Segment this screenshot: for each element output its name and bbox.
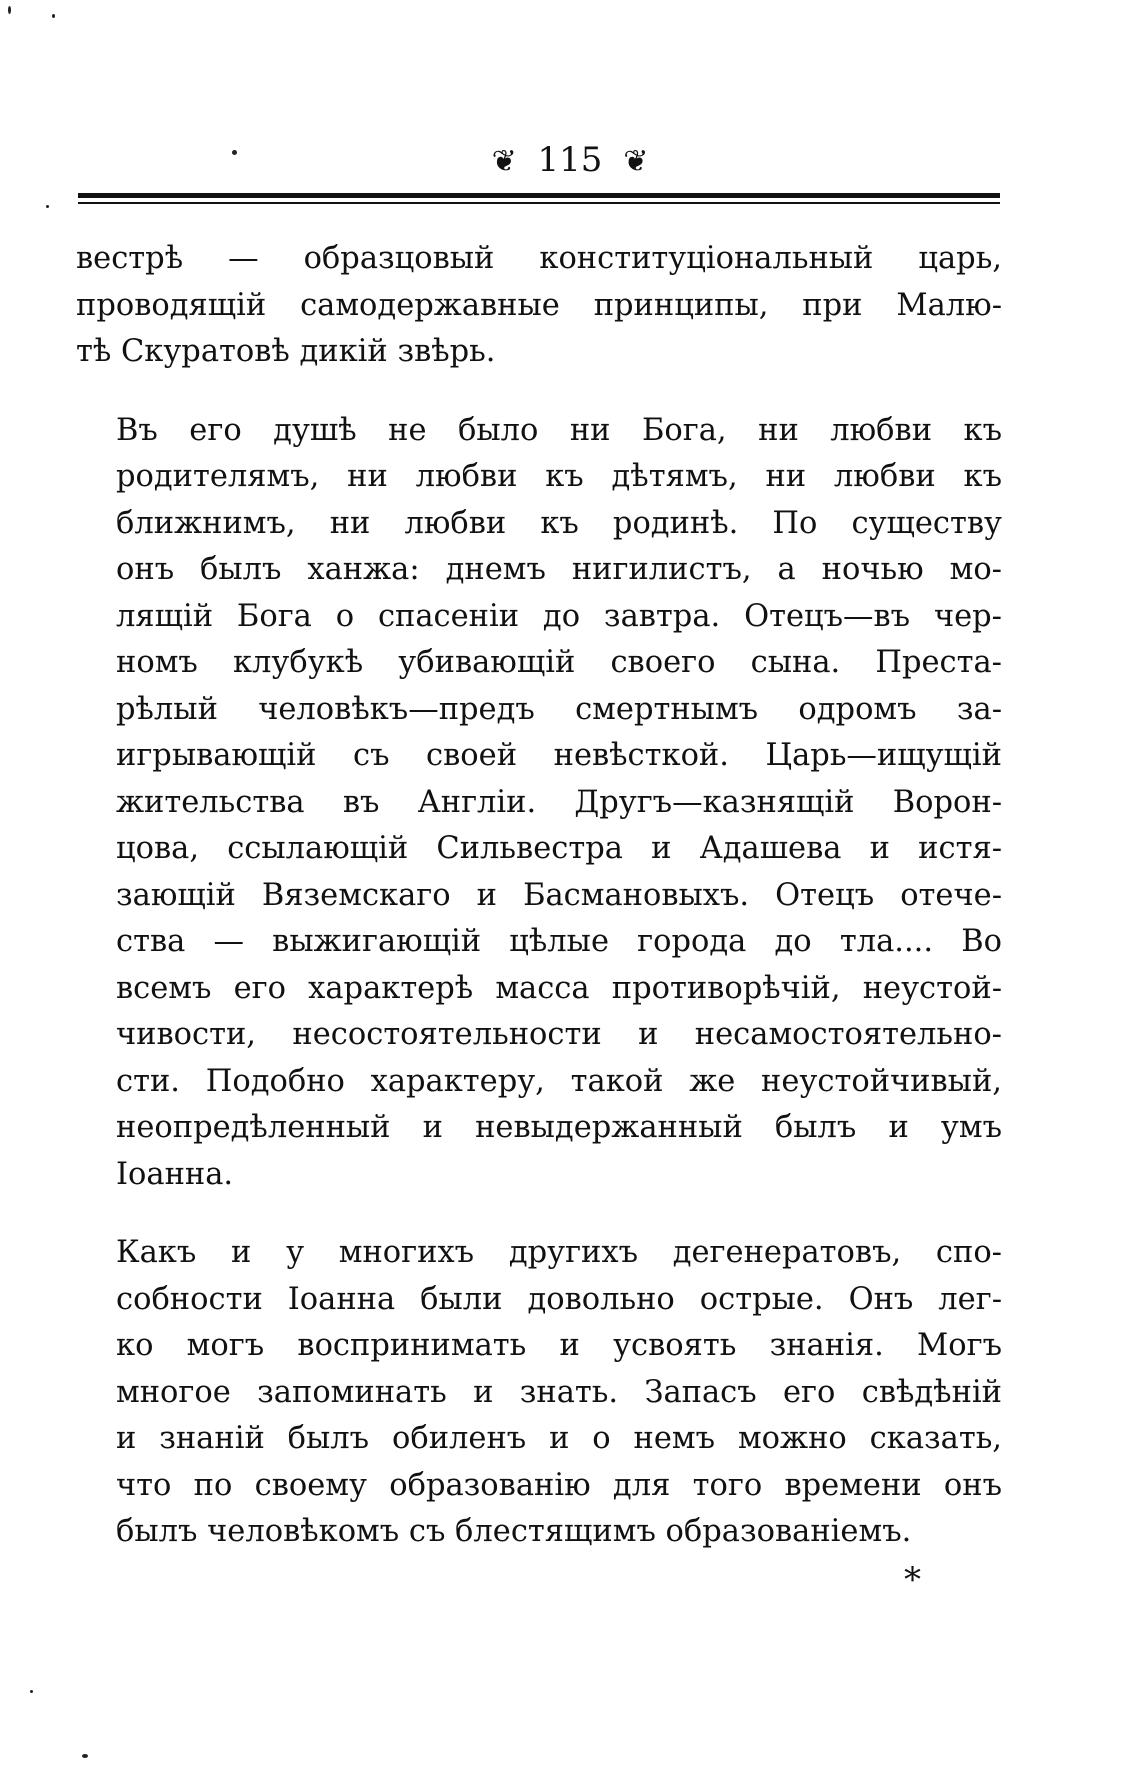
text-line: номъ клубукѣ убивающій своего сына. Преста- (116, 645, 1002, 680)
header-rule-thick (78, 193, 1000, 198)
scan-speck (52, 14, 55, 18)
text-line: сти. Подобно характеру, такой же неустойчивый, (116, 1063, 1002, 1099)
text-line: неопредѣленный и невыдержанный былъ и умъ (116, 1110, 1002, 1145)
scan-speck (30, 1690, 33, 1693)
scan-speck (8, 6, 11, 14)
text-line: онъ былъ ханжа: днемъ нигилистъ, а ночью мо- (116, 552, 1002, 587)
text-line: тѣ Скуратовѣ дикій звѣрь. (76, 334, 496, 369)
text-line: проводящій самодержавные принципы, при Малю- (76, 287, 1002, 323)
text-line: Какъ и у многихъ другихъ дегенератовъ, спо- (116, 1235, 1002, 1270)
text-line: собности Іоанна были довольно острые. Онъ лег- (116, 1281, 1002, 1317)
text-line: что по своему образованію для того времени онъ (116, 1467, 1002, 1503)
paragraph-1 (76, 236, 1002, 376)
fleuron-left-icon: ❦ (491, 144, 517, 179)
paragraph-2 (76, 408, 1002, 1199)
text-line: зающій Вяземскаго и Басмановыхъ. Отецъ отече- (116, 877, 1002, 913)
text-line: чивости, несостоятельности и несамостоятельно- (116, 1017, 1002, 1052)
text-line: родителямъ, ни любви къ дѣтямъ, ни любви къ (116, 459, 1002, 494)
footer-asterisk: * (904, 1560, 921, 1600)
text-line: многое запоминать и знать. Запасъ его свѣдѣній (116, 1374, 1002, 1410)
text-line: ко могъ воспринимать и усвоять знанія. Могъ (116, 1328, 1002, 1363)
scan-speck (232, 150, 237, 155)
header-rule-thin (78, 202, 1000, 204)
text-line: всемъ его характерѣ масса противорѣчій, неустой- (116, 970, 1002, 1006)
text-line: ства — выжигающій цѣлые города до тла.... Во (116, 924, 1002, 959)
text-line: вестрѣ — образцовый конституціональный царь, (76, 241, 1002, 276)
body-text (76, 236, 1002, 1556)
text-line: жительства въ Англіи. Другъ—казнящій Ворон- (116, 784, 1002, 820)
paragraph-3 (76, 1230, 1002, 1556)
text-line: цова, ссылающій Сильвестра и Адашева и истя- (116, 831, 1002, 866)
fleuron-right-icon: ❦ (623, 144, 649, 179)
scan-speck (82, 1754, 88, 1758)
text-line: и знаній былъ обиленъ и о немъ можно сказать, (116, 1421, 1002, 1456)
scan-speck (46, 205, 49, 208)
text-line: Въ его душѣ не было ни Бога, ни любви къ (116, 412, 1002, 448)
page-number: 115 (537, 140, 603, 180)
text-line: былъ человѣкомъ съ блестящимъ образованіемъ. (116, 1514, 912, 1549)
page-header (0, 140, 1140, 182)
text-line: игрывающій съ своей невѣсткой. Царь—ищущій (116, 738, 1002, 773)
text-line: лящій Бога о спасеніи до завтра. Отецъ—въ чер- (116, 598, 1002, 634)
text-line: ближнимъ, ни любви къ родинѣ. По существу (116, 505, 1002, 541)
text-line: рѣлый человѣкъ—предъ смертнымъ одромъ за- (116, 691, 1002, 727)
text-line: Іоанна. (116, 1156, 234, 1192)
